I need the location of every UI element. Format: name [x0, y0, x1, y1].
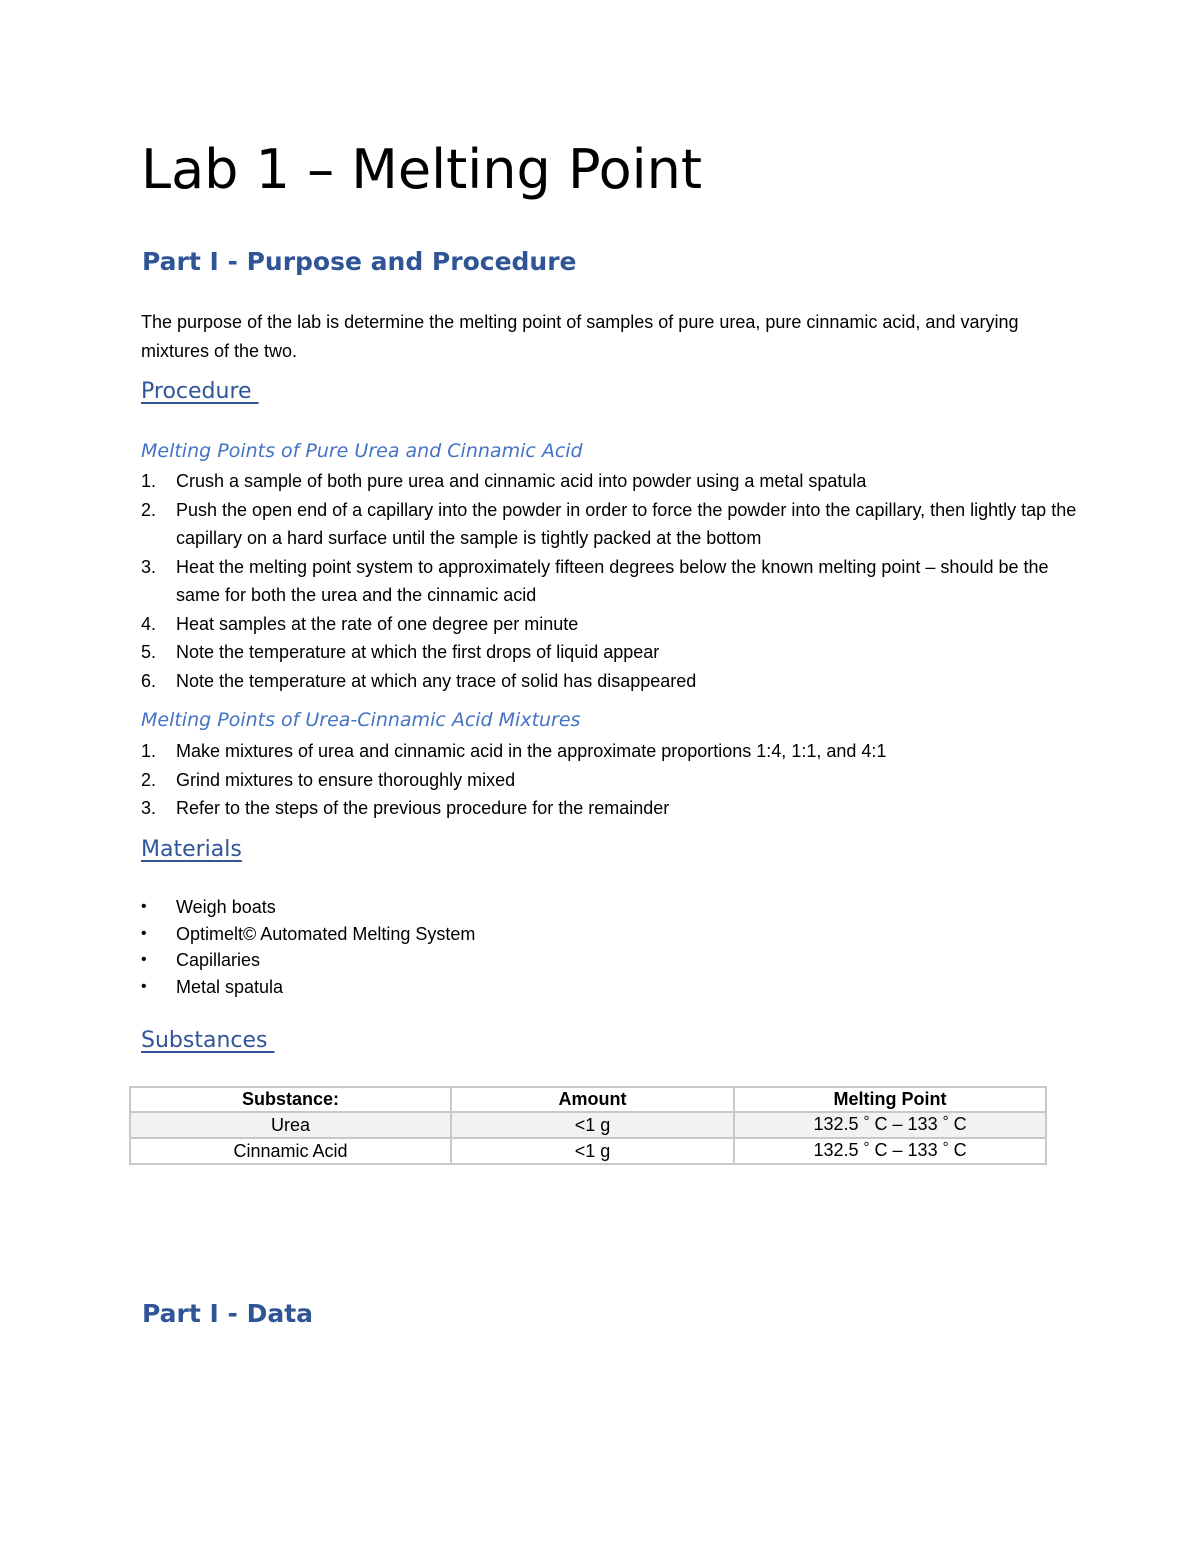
mixtures-heading: Melting Points of Urea-Cinnamic Acid Mixtures: [141, 709, 581, 731]
amount-cell: <1 g: [451, 1112, 734, 1138]
step-text: Heat samples at the rate of one degree per minute: [176, 613, 579, 634]
step-number: 1.: [141, 471, 157, 491]
step-text: Heat the melting point system to approximately fifteen degrees below the known melting point – should be the same for both the urea and the cinnamic acid: [176, 556, 1049, 605]
substances-table: [129, 1086, 1047, 1165]
procedure-heading: Procedure: [141, 379, 259, 404]
step-number: 2.: [141, 499, 157, 520]
substance-cell: Cinnamic Acid: [130, 1138, 451, 1164]
column-header-amount: Amount: [451, 1087, 734, 1112]
step-number: 4.: [141, 613, 157, 634]
step-number: 1.: [141, 741, 157, 761]
pure-steps-list: [141, 467, 1081, 695]
materials-list: [141, 894, 1041, 1000]
table-header-row: [130, 1087, 1046, 1112]
purpose-paragraph: The purpose of the lab is determine the melting point of samples of pure urea, pure cinnamic acid, and varying mixtures of the two.: [141, 312, 1019, 361]
step-text: Push the open end of a capillary into the powder in order to force the powder into the capillary, then lightly tap the capillary on a hard surface until the sample is tightly packed at the bottom: [176, 499, 1077, 548]
step-number: 3.: [141, 556, 157, 577]
list-item: [141, 766, 1081, 795]
list-item: [141, 638, 1081, 667]
mp-value-high: C – 133: [869, 1114, 943, 1134]
mp-unit: C: [948, 1114, 967, 1134]
material-text: Metal spatula: [176, 976, 284, 997]
mixture-steps-list: [141, 737, 1081, 823]
list-item: [141, 921, 1041, 948]
degree-symbol: °: [863, 1113, 870, 1130]
step-text: Note the temperature at which the first drops of liquid appear: [176, 642, 660, 662]
list-item: [141, 610, 1081, 639]
column-header-melting-point: Melting Point: [734, 1087, 1046, 1112]
melting-point-cell: [734, 1138, 1046, 1164]
step-text: Crush a sample of both pure urea and cinnamic acid into powder using a metal spatula: [176, 471, 867, 491]
step-text: Make mixtures of urea and cinnamic acid in the approximate proportions 1:4, 1:1, and 4:1: [176, 741, 887, 761]
degree-symbol: °: [863, 1139, 870, 1156]
pure-substances-heading: Melting Points of Pure Urea and Cinnamic Acid: [141, 440, 583, 462]
list-item: [141, 794, 1081, 823]
part1-data-heading: Part I - Data: [142, 1299, 314, 1328]
step-text: Refer to the steps of the previous procedure for the remainder: [176, 798, 670, 818]
degree-symbol: °: [942, 1139, 949, 1156]
list-item: [141, 496, 1081, 553]
step-text: Grind mixtures to ensure thoroughly mixed: [176, 769, 516, 790]
melting-point-cell: [734, 1112, 1046, 1138]
page-title: Lab 1 – Melting Point: [141, 138, 703, 201]
mp-unit: C: [948, 1140, 967, 1160]
list-item: [141, 737, 1081, 766]
material-text: Capillaries: [176, 950, 261, 970]
part1-heading: Part I - Purpose and Procedure: [142, 247, 577, 276]
degree-symbol: °: [942, 1113, 949, 1130]
list-item: [141, 553, 1081, 610]
column-header-substance: Substance:: [130, 1087, 451, 1112]
mp-value-high: C – 133: [869, 1140, 943, 1160]
step-number: 2.: [141, 769, 157, 790]
bullet-icon: •: [141, 977, 147, 995]
bullet-icon: •: [141, 951, 147, 968]
material-text: Optimelt© Automated Melting System: [176, 923, 476, 944]
material-text: Weigh boats: [176, 897, 276, 917]
amount-cell: <1 g: [451, 1138, 734, 1164]
step-number: 5.: [141, 642, 157, 662]
step-text: Note the temperature at which any trace of solid has disappeared: [176, 670, 697, 691]
list-item: [141, 467, 1081, 496]
table-row: [130, 1138, 1046, 1164]
substance-cell: Urea: [130, 1112, 451, 1138]
step-number: 3.: [141, 798, 157, 818]
materials-heading: Materials: [141, 837, 242, 862]
mp-value-low: 132.5: [813, 1140, 864, 1160]
list-item: [141, 894, 1041, 921]
substances-heading: Substances: [141, 1028, 275, 1053]
bullet-icon: •: [141, 898, 147, 915]
mp-value-low: 132.5: [813, 1114, 864, 1134]
step-number: 6.: [141, 670, 157, 691]
list-item: [141, 667, 1081, 696]
list-item: [141, 974, 1041, 1001]
list-item: [141, 947, 1041, 974]
bullet-icon: •: [141, 924, 147, 942]
table-row: [130, 1112, 1046, 1138]
